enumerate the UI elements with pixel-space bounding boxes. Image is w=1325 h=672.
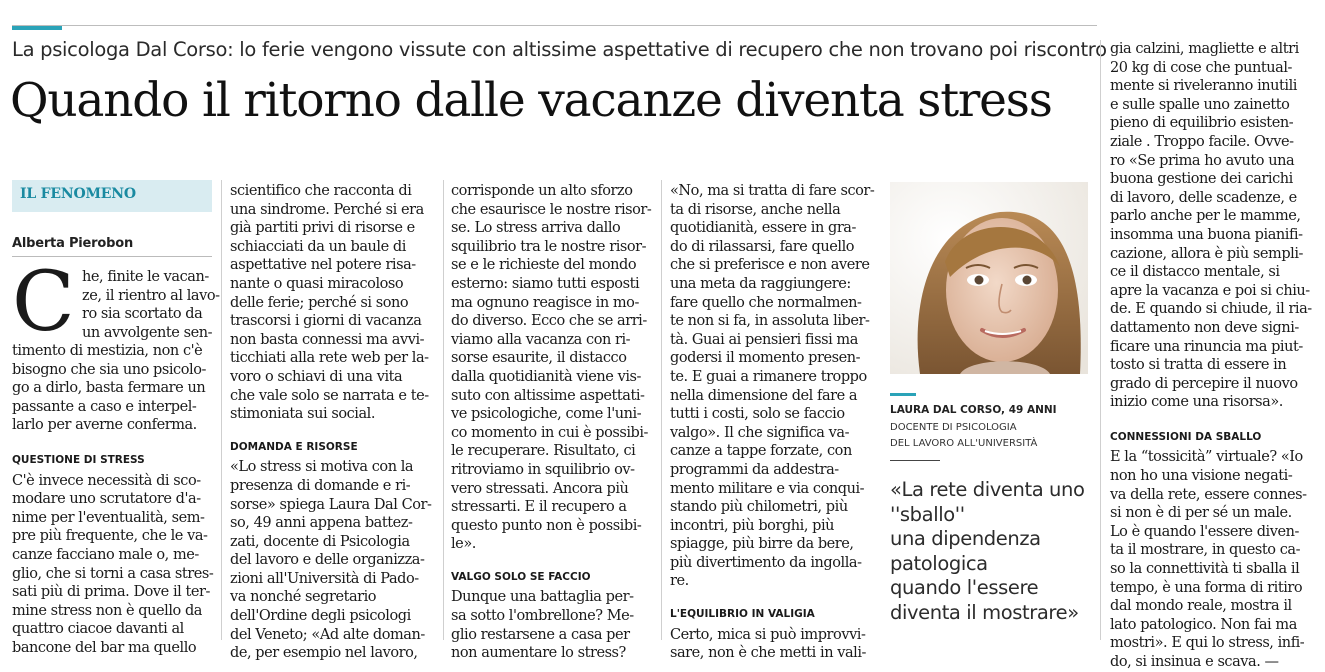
text-line: che esaurisce le nostre risor- xyxy=(451,201,652,218)
text-line: timento di mestizia, non c'è xyxy=(12,343,203,359)
text-line: inizio come una risorsa». xyxy=(1110,394,1283,411)
text-line: do di rilassarsi, fare quello xyxy=(670,238,855,255)
text-line: ce il distacco mentale, si xyxy=(1110,264,1280,281)
text-line: non basta connessi ma avvi- xyxy=(230,331,425,348)
text-line: de. E quando si chiude, il ria- xyxy=(1110,301,1312,318)
text-line: tempo, è una forma di ritiro xyxy=(1110,579,1303,596)
column-2 xyxy=(230,182,436,663)
text-line: go a dirlo, basta fermare un xyxy=(12,380,206,397)
quote-line: patologica xyxy=(890,551,988,575)
headline: Quando il ritorno dalle vacanze diventa stress xyxy=(10,73,1052,128)
text-line: dalla quotidianità viene vis- xyxy=(451,368,641,385)
text-line: vero stressati. Ancora più xyxy=(451,480,629,497)
quote-line: una dipendenza xyxy=(890,527,1041,550)
subheading: CONNESSIONI DA SBALLO xyxy=(1110,430,1262,443)
text-line: co momento in cui è possibi- xyxy=(451,424,649,441)
caption-accent-bar xyxy=(890,393,916,396)
text-line: zioni all'Università di Pado- xyxy=(230,570,419,587)
subheading: L'EQUILIBRIO IN VALIGIA xyxy=(670,608,815,621)
subheading: VALGO SOLO SE FACCIO xyxy=(451,570,591,583)
text-line: va nonché segretario xyxy=(230,589,377,606)
text-line: stando più chilometri, più xyxy=(670,499,848,516)
text-line: scientifico che racconta di xyxy=(230,183,412,199)
quote-line: quando l'essere xyxy=(890,576,1039,599)
text-line: nante o quasi miracoloso xyxy=(230,275,404,292)
text-line: trascorsi i giorni di vacanza xyxy=(230,313,422,330)
column-divider xyxy=(443,180,444,640)
pull-quote-rule xyxy=(890,460,940,461)
text-line: larlo per averne conferma. xyxy=(12,417,197,434)
text-line: godersi il momento presen- xyxy=(670,350,861,367)
text-line: tutti i costi, solo se faccio xyxy=(670,406,845,423)
text-line: pieno di equilibrio esisten- xyxy=(1110,115,1294,132)
text-line: Lo è quando l'essere diven- xyxy=(1110,523,1299,540)
column-4 xyxy=(670,182,875,663)
text-line: Dunque una battaglia per- xyxy=(451,589,634,606)
text-line: schiacciati da un baule di xyxy=(230,238,406,255)
accent-bar xyxy=(12,26,62,30)
text-line: se e le richieste del mondo xyxy=(451,257,637,274)
text-line: zati, docente di Psicologia xyxy=(230,533,410,550)
column-1-lead xyxy=(82,268,220,342)
text-line: questo punto non è possibi- xyxy=(451,517,642,534)
text-line: buona gestione dei carichi xyxy=(1110,171,1293,188)
text-line: valgo». Il che significa va- xyxy=(670,424,850,441)
text-line: sorse» spiega Laura Dal Cor- xyxy=(230,496,432,513)
text-line: cazione, allora è più sempli- xyxy=(1110,245,1303,262)
text-line: ma ognuno reagisce in mo- xyxy=(451,294,639,311)
text-line: de, per esempio nel lavoro, xyxy=(230,645,418,662)
text-line: do, si insinua e scava. — xyxy=(1110,654,1279,670)
text-line: ficare una rinuncia ma piut- xyxy=(1110,338,1303,355)
text-line: suto con altissime aspettati- xyxy=(451,387,645,404)
byline: Alberta Pierobon xyxy=(12,236,133,251)
text-line: gia calzini, magliette e altri xyxy=(1110,41,1299,57)
text-line: ziale . Troppo facile. Ovve- xyxy=(1110,133,1294,150)
text-line: sare, non è che metti in vali- xyxy=(670,645,866,662)
pull-quote xyxy=(890,478,1090,625)
text-line: glio, che si torni a casa stres- xyxy=(12,565,214,582)
text-line: he, finite le vacan- xyxy=(82,269,209,285)
text-line: nella dimensione del fare a xyxy=(670,387,858,404)
text-line: dattamento non deve signi- xyxy=(1110,319,1299,336)
text-line: sa sotto l'ombrellone? Me- xyxy=(451,608,634,625)
column-divider xyxy=(661,180,662,640)
text-line: ticchiati alla rete web per la- xyxy=(230,350,429,367)
text-line: squilibrio tra le nostre risor- xyxy=(451,238,647,255)
text-line: più divertimento da ingolla- xyxy=(670,554,862,571)
text-line: si non è di per sé un male. xyxy=(1110,505,1292,522)
quote-line: «La rete diventa uno xyxy=(890,478,1085,501)
text-line: aspettative nel potere risa- xyxy=(230,257,416,274)
text-line: mento militare e via conqui- xyxy=(670,480,865,497)
text-line: Certo, mica si può improvvi- xyxy=(670,626,866,643)
text-line: voro o schiavi di una vita xyxy=(230,368,403,385)
photo-caption-role xyxy=(890,420,1037,452)
column-1 xyxy=(12,342,212,658)
text-line: un avvolgente sen- xyxy=(82,324,213,341)
text-line: non aumentare lo stress? xyxy=(451,645,626,662)
column-6 xyxy=(1110,40,1315,672)
text-line: e sulle spalle uno zainetto xyxy=(1110,96,1290,113)
text-line: ro sia scortato da xyxy=(82,306,203,323)
text-line: ve psicologiche, come l'uni- xyxy=(451,406,642,423)
drop-cap: C xyxy=(12,255,75,350)
text-line: stressarti. E il recupero a xyxy=(451,499,627,516)
text-line: una meta da raggiungere: xyxy=(670,275,851,292)
text-line: 20 kg di cose che puntual- xyxy=(1110,59,1293,76)
caption-line: DOCENTE DI PSICOLOGIA xyxy=(890,422,1017,433)
text-line: viamo alla vacanza con ri- xyxy=(451,331,631,348)
text-line: ze, il rientro al lavo- xyxy=(82,287,220,304)
subheading: QUESTIONE DI STRESS xyxy=(12,453,145,466)
text-line: E la “tossicità” virtuale? «Io xyxy=(1110,449,1303,466)
text-line: te. E guai a rimanere troppo xyxy=(670,368,867,385)
text-line: nime per l'eventualità, sem- xyxy=(12,509,205,526)
text-line: di lavoro, delle scadenze, e xyxy=(1110,189,1297,206)
text-line: bancone del bar ma quello xyxy=(12,639,197,656)
text-line: lato patologico. Non fai ma xyxy=(1110,616,1297,633)
section-tab-label: IL FENOMENO xyxy=(20,186,136,202)
text-line: «Lo stress si motiva con la xyxy=(230,459,414,476)
text-line: re. xyxy=(670,573,689,590)
text-line: canze a tappe forzate, con xyxy=(670,443,852,460)
caption-line: DEL LAVORO ALL'UNIVERSITÀ xyxy=(890,438,1038,449)
text-line: non ho una visione negati- xyxy=(1110,468,1293,485)
text-line: fare quello che normalmen- xyxy=(670,294,862,311)
quote-line: diventa il mostrare» xyxy=(890,600,1079,624)
top-rule xyxy=(12,25,1097,26)
text-line: «No, ma si tratta di fare scor- xyxy=(670,183,875,199)
column-3 xyxy=(451,182,651,663)
text-line: se. Lo stress arriva dallo xyxy=(451,220,621,237)
text-line: sati più di prima. Dove il ter- xyxy=(12,584,210,601)
photo-caption-name: LAURA DAL CORSO, 49 ANNI xyxy=(890,404,1057,416)
text-line: dal mondo reale, mostra il xyxy=(1110,598,1292,615)
text-line: parlo anche per le mamme, xyxy=(1110,208,1301,225)
text-line: canze facciano male o, me- xyxy=(12,546,199,563)
text-line: bisogno che sia uno psicolo- xyxy=(12,361,206,378)
text-line: so la connettività ti sballa il xyxy=(1110,561,1300,578)
author-portrait xyxy=(890,182,1088,374)
text-line: mostri». E qui lo stress, infi- xyxy=(1110,635,1305,652)
text-line: le recuperare. Risultato, ci xyxy=(451,443,636,460)
text-line: corrisponde un alto sforzo xyxy=(451,183,633,199)
text-line: le». xyxy=(451,536,476,553)
portrait-image xyxy=(890,182,1088,374)
text-line: grado di percepire il nuovo xyxy=(1110,375,1298,392)
text-line: tosto si tratta di essere in xyxy=(1110,357,1287,374)
text-line: tà. Guai ai pensieri fissi ma xyxy=(670,331,858,348)
quote-line: ''sballo'' xyxy=(890,502,965,526)
text-line: già partiti privi di risorse e xyxy=(230,220,415,237)
text-line: che si preferisce e non avere xyxy=(670,257,870,274)
text-line: pre più frequente, che le va- xyxy=(12,528,208,545)
kicker: La psicologa Dal Corso: lo ferie vengono vissute con altissime aspettative di recupero che non trovano poi riscontro xyxy=(12,38,1107,61)
text-line: modare uno scrutatore d'a- xyxy=(12,491,201,508)
column-divider xyxy=(221,180,222,640)
text-line: del lavoro e delle organizza- xyxy=(230,552,425,569)
text-line: te non si fa, in assoluta liber- xyxy=(670,313,870,330)
text-line: che vale solo se narrata e te- xyxy=(230,387,429,404)
text-line: del Veneto; «Ad alte doman- xyxy=(230,626,425,643)
text-line: ta il mostrare, in questo ca- xyxy=(1110,542,1301,559)
text-line: quotidianità, essere in gra- xyxy=(670,220,856,237)
subheading: DOMANDA E RISORSE xyxy=(230,440,358,453)
text-line: mente si riveleranno inutili xyxy=(1110,78,1297,95)
text-line: insomma una buona pianifi- xyxy=(1110,226,1303,243)
text-line: una sindrome. Perché si era xyxy=(230,201,424,218)
text-line: esterno: siamo tutti esposti xyxy=(451,275,640,292)
text-line: ro «Se prima ho avuto una xyxy=(1110,152,1295,169)
text-line: dell'Ordine degli psicologi xyxy=(230,608,411,625)
text-line: va della rete, essere connes- xyxy=(1110,486,1307,503)
text-line: programmi da addestra- xyxy=(670,461,839,478)
text-line: ritroviamo in squilibrio ov- xyxy=(451,461,635,478)
text-line: delle ferie; perché si sono xyxy=(230,294,409,311)
text-line: mine stress non è quello da xyxy=(12,602,202,619)
text-line: glio restarsene a casa per xyxy=(451,626,630,643)
text-line: incontri, più borghi, più xyxy=(670,517,835,534)
text-line: sorse esaurite, il distacco xyxy=(451,350,627,367)
column-divider xyxy=(1100,40,1101,640)
text-line: apre la vacanza e poi si chiu- xyxy=(1110,282,1310,299)
text-line: stimoniata sui social. xyxy=(230,406,376,423)
text-line: ta di risorse, anche nella xyxy=(670,201,841,218)
text-line: so, 49 anni appena battez- xyxy=(230,515,413,532)
text-line: spiagge, più birre da bere, xyxy=(670,536,854,553)
text-line: presenza di domande e ri- xyxy=(230,477,411,494)
text-line: quattro ciacoe davanti al xyxy=(12,621,184,638)
text-line: C'è invece necessità di sco- xyxy=(12,472,201,489)
text-line: passante a caso e interpel- xyxy=(12,398,197,415)
text-line: do diverso. Ecco che se arri- xyxy=(451,313,647,330)
